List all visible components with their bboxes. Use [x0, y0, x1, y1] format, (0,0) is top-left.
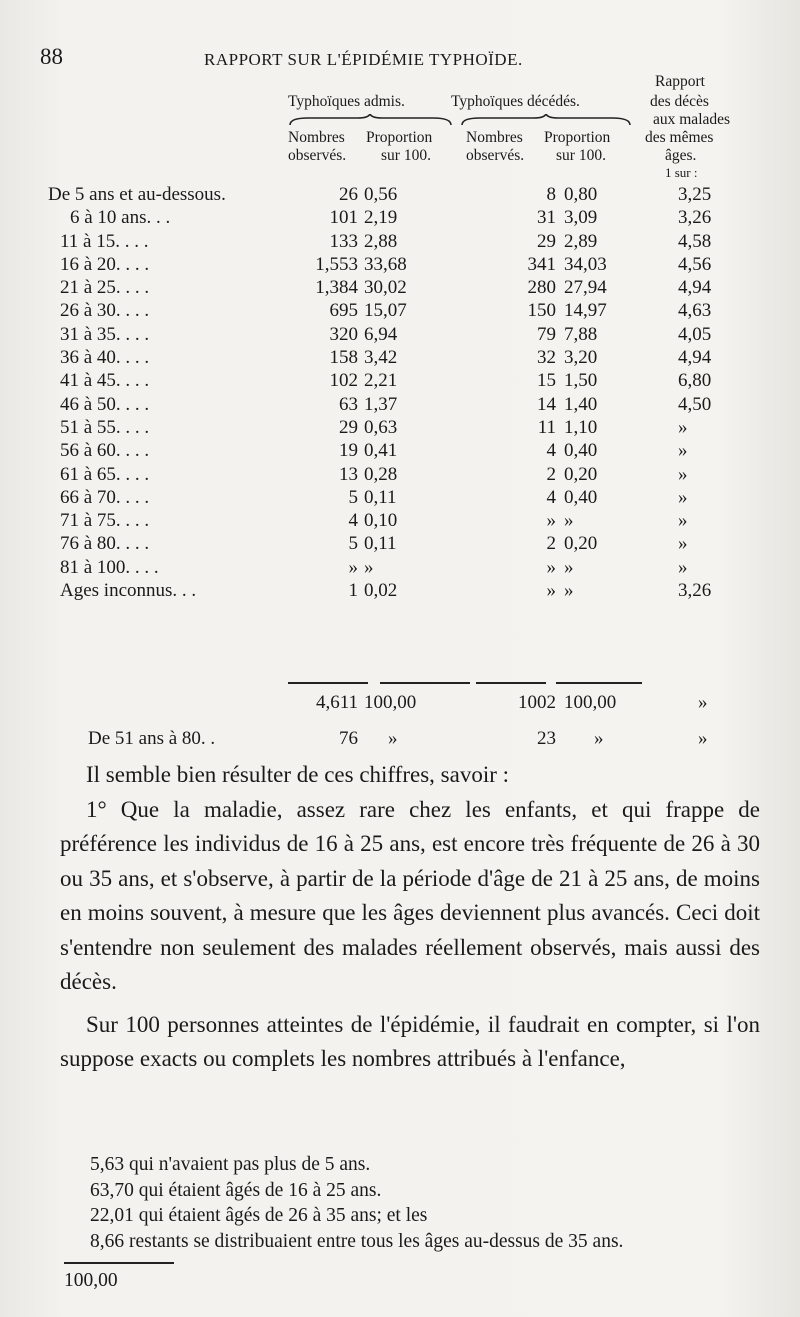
table-row: De 5 ans et au-dessous. 26 0,56 8 0,80 3,25 — [48, 184, 712, 205]
page-header — [30, 44, 770, 74]
table-row: 11 à 15. . . . 133 2,88 29 2,89 4,58 — [60, 230, 712, 252]
total-n1: 4,611 — [315, 692, 358, 713]
ratio-heading-4: des mêmes — [645, 129, 714, 146]
list-item: 5,63 qui n'avaient pas plus de 5 ans. — [90, 1154, 371, 1175]
total-r: » — [698, 692, 708, 713]
ratio-heading-2: des décès — [650, 93, 709, 110]
group-deceased-heading: Typhoïques décédés. — [451, 93, 580, 110]
proportion-heading-1: Proportion — [366, 129, 433, 146]
table-row: 76 à 80. . . . 5 0,11 2 0,20 » — [60, 533, 688, 555]
group-admitted-heading: Typhoïques admis. — [288, 93, 405, 110]
per100-heading-2: sur 100. — [556, 147, 606, 164]
numbers-heading-2: Nombres — [466, 129, 523, 146]
subtotal-p2: » — [594, 728, 604, 749]
paragraph-first-point: 1° Que la maladie, assez rare chez les enfants, et qui frappe de préférence les individus de 16 à 25 ans, est encore très fréquente de 26 à 30 ou 35 ans, et s'observe, à partir de la période d'âge de 21 à 25 ans, de moins en moins souvent, à mesure que les âges deviennent plus avancés. Ceci doit s'entendre non seulement des malades réellement observés, mais aussi des décès. — [60, 796, 760, 994]
subtotal-n1: 76 — [339, 728, 358, 749]
totals-row — [48, 692, 768, 715]
page-number: 88 — [40, 44, 63, 69]
list-total-rule — [64, 1262, 174, 1264]
table-row: 21 à 25. . . . 1,384 30,02 280 27,94 4,94 — [60, 277, 712, 299]
list-item: 8,66 restants se distribuaient entre tous les âges au-dessus de 35 ans. — [90, 1230, 624, 1252]
subtotal-age: De 51 ans à 80. . — [88, 728, 216, 749]
age-table — [48, 184, 768, 603]
subtotal-n2: 23 — [537, 728, 556, 749]
table-row: 66 à 70. . . . 5 0,11 4 0,40 » — [60, 486, 688, 508]
numbers-heading-1: Nombres — [288, 129, 345, 146]
observed-heading-1: observés. — [288, 147, 347, 164]
table-row: Ages inconnus. . . 1 0,02 » » 3,26 — [60, 580, 712, 602]
paragraph-hundred-persons: Sur 100 personnes atteintes de l'épidémie, il faudrait en compter, si l'on suppose exacts ou complets les nombres attribués à l'enfance, — [60, 1011, 760, 1071]
brace-admitted — [288, 114, 453, 126]
table-row: 81 à 100. . . . » » » » » — [60, 556, 688, 578]
table-row: 41 à 45. . . . 102 2,21 15 1,50 6,80 — [60, 370, 712, 392]
subtotal-r: » — [698, 728, 708, 749]
brace-deceased — [460, 114, 632, 126]
table-row: 71 à 75. . . . 4 0,10 » » » — [60, 510, 688, 532]
table-row: 16 à 20. . . . 1,553 33,68 341 34,03 4,56 — [60, 253, 712, 275]
total-rule — [380, 682, 470, 684]
table-row: 6 à 10 ans. . . 101 2,19 31 3,09 3,26 — [70, 207, 712, 229]
observed-heading-2: observés. — [466, 147, 525, 164]
table-row: 31 à 35. . . . 320 6,94 79 7,88 4,05 — [60, 323, 712, 345]
table-row: 26 à 30. . . . 695 15,07 150 14,97 4,63 — [60, 300, 712, 322]
proportion-heading-2: Proportion — [544, 129, 611, 146]
table-row: 51 à 55. . . . 29 0,63 11 1,10 » — [60, 416, 688, 438]
list-item: 63,70 qui étaient âgés de 16 à 25 ans. — [90, 1179, 382, 1201]
ratio-heading-5: âges. — [665, 147, 697, 164]
ratio-heading-3: aux malades — [653, 111, 731, 128]
subtotal-p1: » — [388, 728, 398, 749]
total-rule — [476, 682, 546, 684]
per100-heading-1: sur 100. — [381, 147, 431, 164]
total-p1: 100,00 — [364, 692, 417, 713]
prose-block — [60, 758, 760, 1077]
total-p2: 100,00 — [564, 692, 617, 713]
distribution-list — [90, 1152, 770, 1254]
list-total: 100,00 — [64, 1270, 118, 1291]
list-item: 22,01 qui étaient âgés de 26 à 35 ans; et les — [90, 1205, 428, 1226]
table-row: 36 à 40. . . . 158 3,42 32 3,20 4,94 — [60, 347, 712, 369]
subtotal-row — [48, 728, 768, 751]
table-row: 56 à 60. . . . 19 0,41 4 0,40 » — [60, 440, 688, 462]
running-title: RAPPORT SUR L'ÉPIDÉMIE TYPHOÏDE. — [204, 50, 523, 69]
paragraph-intro: Il semble bien résulter de ces chiffres, savoir : — [86, 762, 510, 787]
table-row: 61 à 65. . . . 13 0,28 2 0,20 » — [60, 463, 688, 485]
total-n2: 1002 — [518, 692, 556, 713]
table-row: 46 à 50. . . . 63 1,37 14 1,40 4,50 — [60, 393, 712, 415]
total-rule — [288, 682, 368, 684]
total-rule — [556, 682, 642, 684]
ratio-heading-6: 1 sur : — [665, 165, 698, 180]
ratio-heading-1: Rapport — [655, 73, 705, 90]
